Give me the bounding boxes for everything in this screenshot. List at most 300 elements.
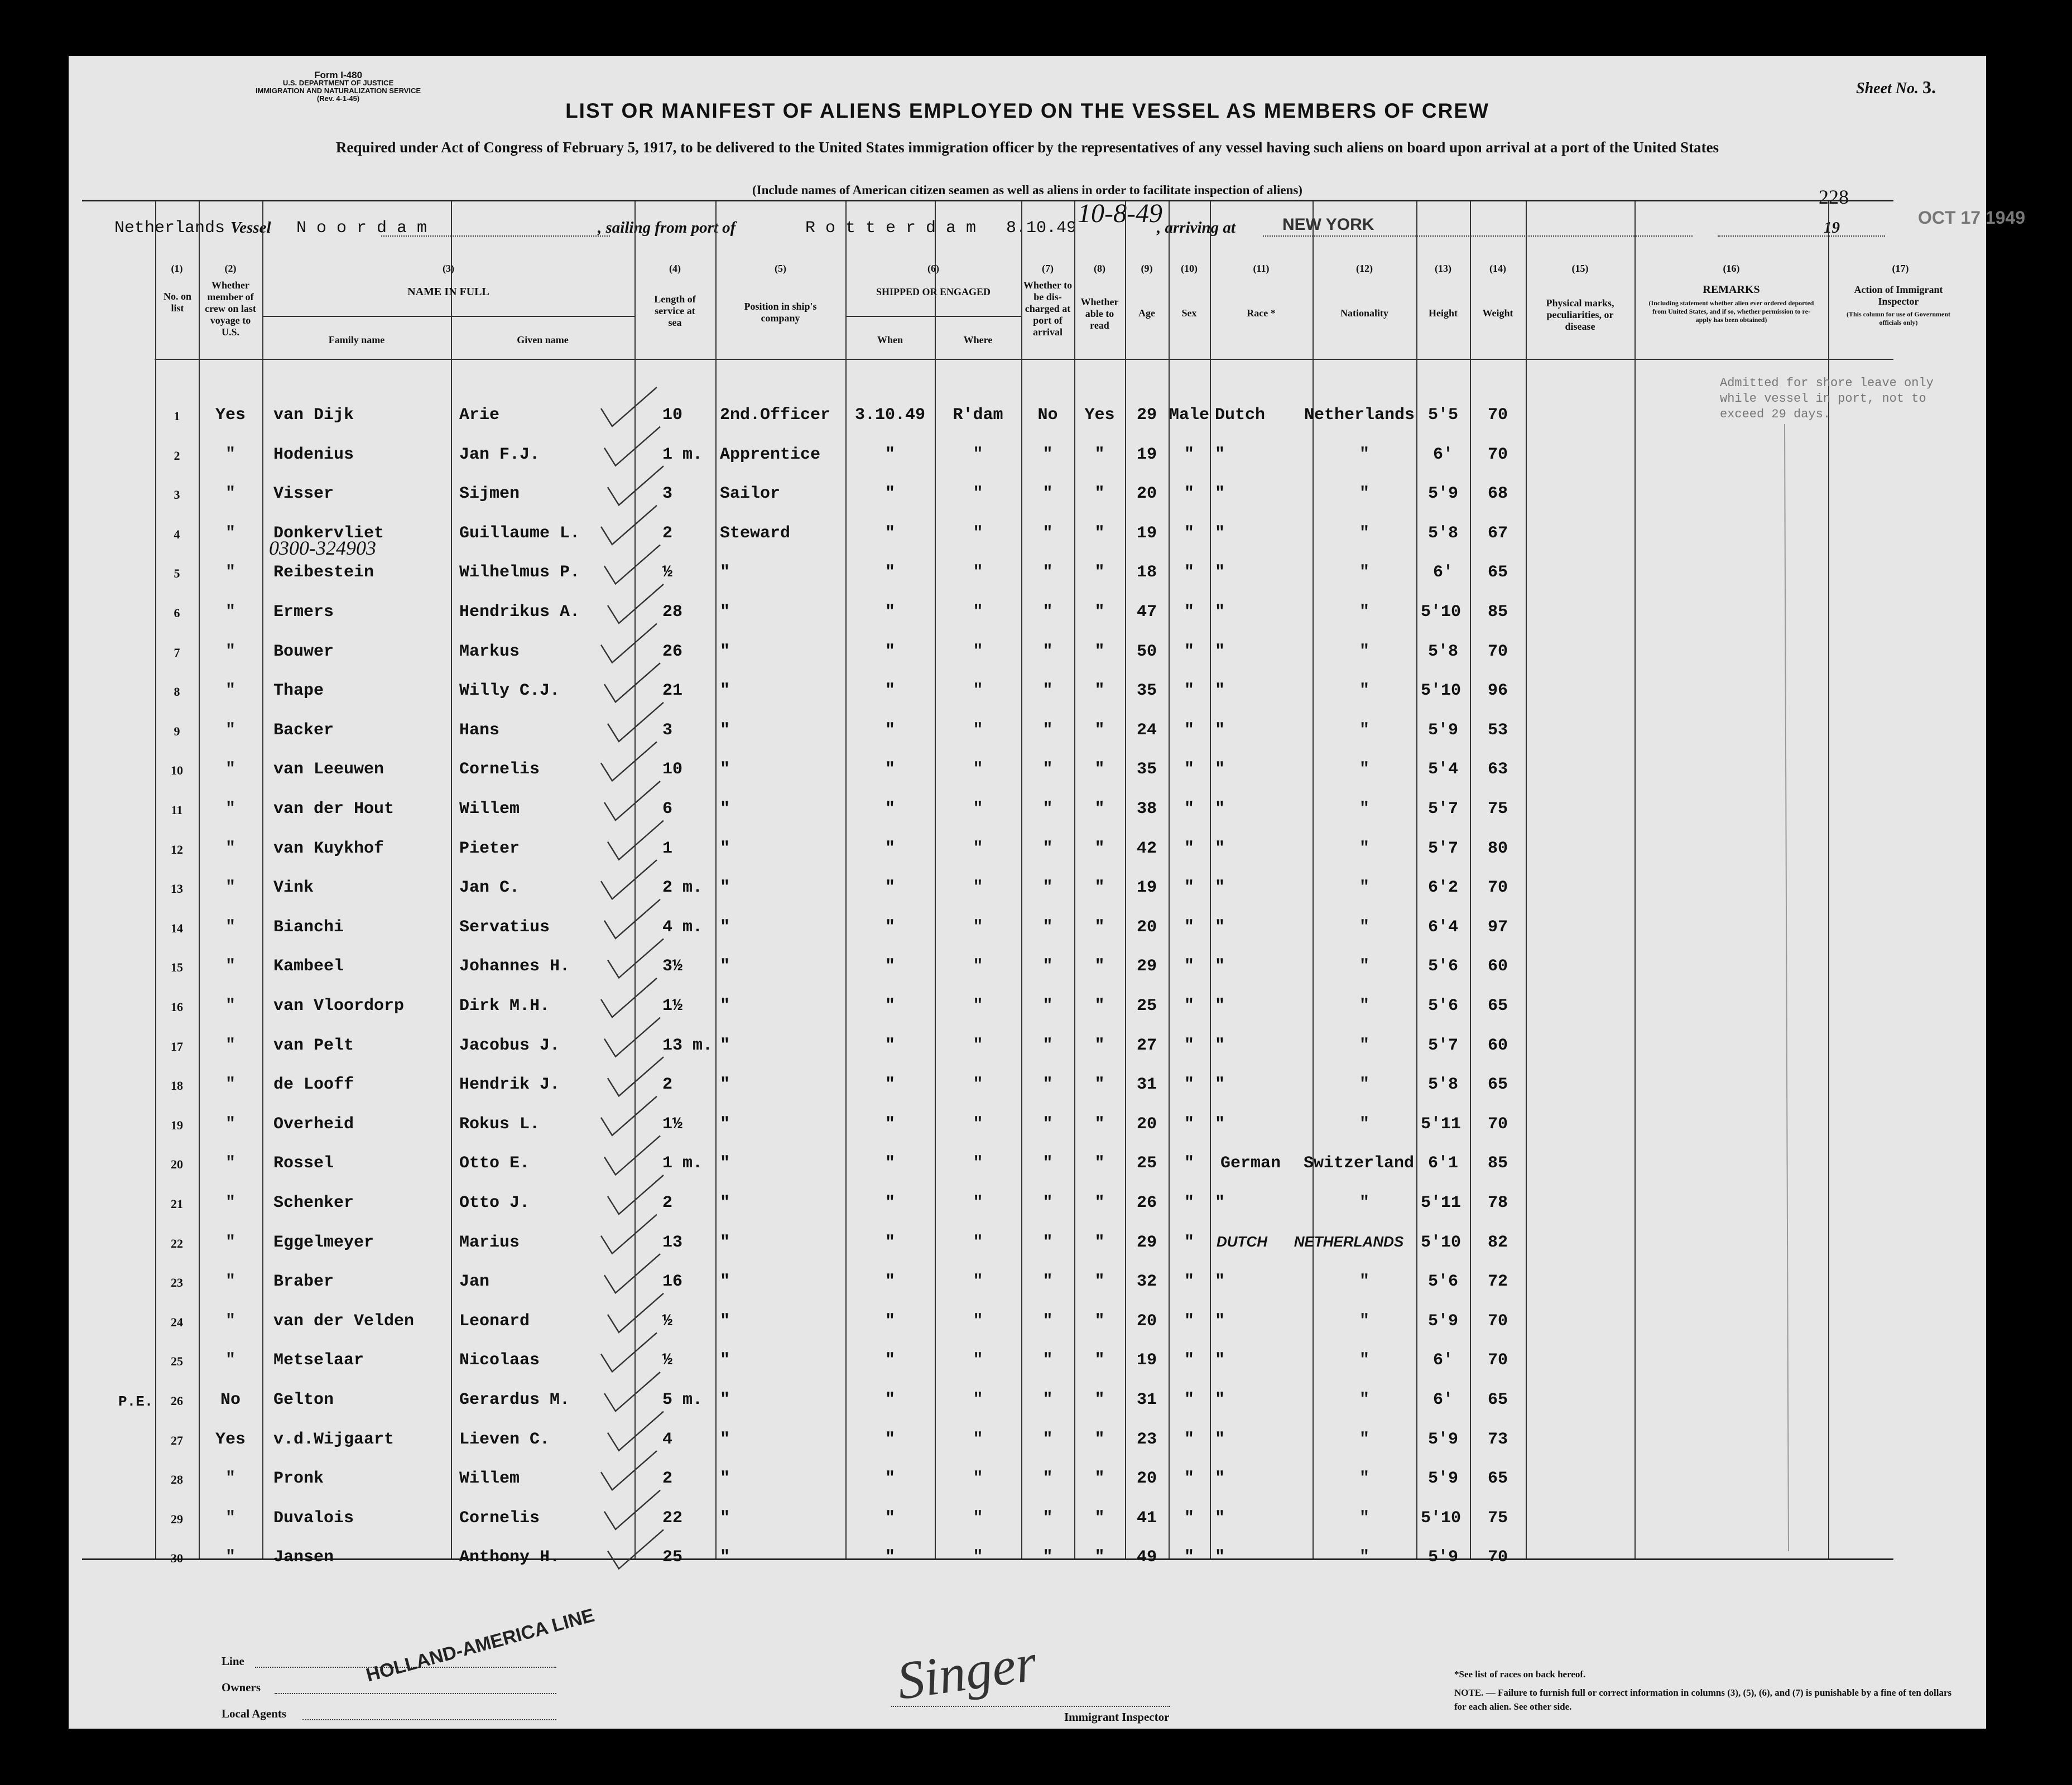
cell-weight: 70 <box>1487 878 1508 898</box>
cell-height: 6'1 <box>1427 1154 1458 1173</box>
row-number: 13 <box>171 882 183 896</box>
cell-service: 1½ <box>662 997 683 1016</box>
cell-race: " <box>1215 1351 1225 1370</box>
cell-sex: " <box>1184 484 1194 504</box>
col12-header: Nationality <box>1340 307 1388 319</box>
cell-height: 5'7 <box>1427 839 1458 858</box>
arrival-date-stamp: OCT 17 1949 <box>1918 208 2026 228</box>
cell-given: Otto E. <box>459 1154 530 1173</box>
check-mark <box>604 899 660 939</box>
cell-service: 4 <box>662 1430 673 1449</box>
cell-age: 25 <box>1136 1154 1157 1173</box>
cell-prev: " <box>225 523 235 543</box>
cell-read: " <box>1094 1114 1105 1134</box>
cell-height: 5'9 <box>1427 1311 1458 1331</box>
handwritten-id: 0300-324903 <box>269 537 376 559</box>
check-mark <box>608 1412 664 1451</box>
cell-where: " <box>973 1272 983 1292</box>
cell-position: " <box>720 760 730 780</box>
col6-number: (6) <box>927 263 939 274</box>
sailing-date: 8.10.49 <box>1006 219 1077 238</box>
cell-age: 20 <box>1136 917 1157 937</box>
cell-weight: 75 <box>1487 800 1508 819</box>
inspector-signature: Singer <box>893 1632 1040 1711</box>
cell-height: 5'8 <box>1427 1075 1458 1095</box>
cell-weight: 73 <box>1487 1430 1508 1449</box>
cell-given: Anthony H. <box>459 1548 560 1567</box>
cell-sex: Male <box>1169 406 1209 425</box>
cell-height: 6' <box>1432 563 1453 583</box>
col17-number: (17) <box>1892 263 1909 274</box>
row-number: 11 <box>171 803 183 817</box>
cell-when: " <box>884 681 895 701</box>
cell-position: " <box>720 800 730 819</box>
cell-family: Hodenius <box>273 445 354 464</box>
cell-family: Kambeel <box>273 957 344 976</box>
cell-when: " <box>884 1548 895 1567</box>
cell-nationality: " <box>1359 997 1369 1016</box>
cell-discharged: " <box>1042 1114 1053 1134</box>
cell-given: Willem <box>459 800 520 819</box>
cell-service: 1½ <box>662 1114 683 1134</box>
cell-nationality: Switzerland <box>1303 1154 1415 1173</box>
cell-position: " <box>720 563 730 583</box>
col9-number: (9) <box>1141 263 1153 274</box>
cell-discharged: " <box>1042 603 1053 622</box>
cell-age: 20 <box>1136 484 1157 504</box>
cell-where: " <box>973 563 983 583</box>
check-mark <box>601 978 657 1017</box>
cell-discharged: " <box>1042 563 1053 583</box>
cell-age: 35 <box>1136 681 1157 701</box>
row-number: 25 <box>171 1354 183 1369</box>
col3-number: (3) <box>443 263 454 274</box>
cell-read: " <box>1094 800 1105 819</box>
cell-height: 5'9 <box>1427 720 1458 740</box>
cell-service: 1 m. <box>662 1154 703 1173</box>
cell-position: " <box>720 878 730 898</box>
cell-nationality: " <box>1359 878 1369 898</box>
cell-prev: " <box>225 1272 235 1292</box>
check-mark <box>608 1057 664 1096</box>
cell-sex: " <box>1184 800 1194 819</box>
cell-discharged: " <box>1042 1036 1053 1055</box>
cell-when: " <box>884 1469 895 1489</box>
cell-when: 3.10.49 <box>854 406 926 425</box>
cell-race: " <box>1215 1036 1225 1055</box>
cell-service: 28 <box>662 603 683 622</box>
cell-position: " <box>720 1075 730 1095</box>
cell-nationality: " <box>1359 839 1369 858</box>
cell-family: van Pelt <box>273 1036 354 1055</box>
cell-read: " <box>1094 642 1105 661</box>
cell-prev: " <box>225 1469 235 1489</box>
cell-race: German <box>1220 1154 1281 1173</box>
cell-read: " <box>1094 523 1105 543</box>
inspector-label: Immigrant Inspector <box>1064 1710 1170 1724</box>
check-mark <box>604 1372 660 1411</box>
cell-prev: " <box>225 1233 235 1252</box>
cell-given: Hans <box>459 720 500 740</box>
cell-nationality: " <box>1359 445 1369 464</box>
check-mark <box>604 545 660 584</box>
cell-discharged: " <box>1042 445 1053 464</box>
cell-family: Jansen <box>273 1548 334 1567</box>
cell-nationality: " <box>1359 1114 1369 1134</box>
cell-weight: 65 <box>1487 563 1508 583</box>
cell-family: Bianchi <box>273 917 344 937</box>
cell-where: " <box>973 642 983 661</box>
cell-sex: " <box>1184 1114 1194 1134</box>
col14-header: Weight <box>1482 307 1513 319</box>
cell-family: Overheid <box>273 1114 354 1134</box>
cell-age: 26 <box>1136 1194 1157 1213</box>
cell-read: " <box>1094 997 1105 1016</box>
cell-position: " <box>720 720 730 740</box>
cell-discharged: " <box>1042 1430 1053 1449</box>
cell-nationality: " <box>1359 1351 1369 1370</box>
cell-prev: " <box>225 681 235 701</box>
cell-prev: " <box>225 642 235 661</box>
row-number: 2 <box>174 448 180 463</box>
check-mark <box>608 1293 664 1332</box>
cell-discharged: " <box>1042 523 1053 543</box>
cell-sex: " <box>1184 1351 1194 1370</box>
cell-given: Leonard <box>459 1311 530 1331</box>
cell-sex: " <box>1184 642 1194 661</box>
cell-given: Jan <box>459 1272 490 1292</box>
check-mark <box>608 939 664 978</box>
cell-position: " <box>720 1272 730 1292</box>
cell-given: Jan F.J. <box>459 445 540 464</box>
cell-family: Rossel <box>273 1154 334 1173</box>
cell-given: Nicolaas <box>459 1351 540 1370</box>
cell-age: 50 <box>1136 642 1157 661</box>
cell-where: " <box>973 1508 983 1528</box>
check-mark <box>601 506 657 545</box>
col7-number: (7) <box>1042 263 1054 274</box>
row-number: 9 <box>174 724 180 738</box>
cell-age: 19 <box>1136 445 1157 464</box>
col9-header: Age <box>1138 307 1155 319</box>
cell-position: " <box>720 1351 730 1370</box>
col5-header: Position in ship's company <box>744 301 817 324</box>
cell-service: 25 <box>662 1548 683 1567</box>
cell-position: " <box>720 1469 730 1489</box>
cell-discharged: " <box>1042 1548 1053 1567</box>
cell-when: " <box>884 1114 895 1134</box>
cell-position: " <box>720 997 730 1016</box>
cell-weight: 60 <box>1487 1036 1508 1055</box>
check-mark <box>608 466 664 505</box>
cell-where: " <box>973 1469 983 1489</box>
col15-header: Physical marks, peculiarities, or disease <box>1546 297 1614 332</box>
col5-number: (5) <box>775 263 786 274</box>
col10-header: Sex <box>1181 307 1197 319</box>
col12-number: (12) <box>1356 263 1373 274</box>
row-number: 1 <box>174 409 180 423</box>
cell-service: 1 <box>662 839 673 858</box>
cell-read: " <box>1094 1272 1105 1292</box>
row-number: 12 <box>171 842 183 857</box>
cell-age: 20 <box>1136 1469 1157 1489</box>
cell-where: " <box>973 839 983 858</box>
cell-discharged: " <box>1042 1311 1053 1331</box>
cell-nationality: " <box>1359 603 1369 622</box>
cell-where: " <box>973 720 983 740</box>
cell-family: Backer <box>273 720 334 740</box>
cell-prev: Yes <box>215 406 246 425</box>
col15-number: (15) <box>1571 263 1589 274</box>
cell-weight: 70 <box>1487 1311 1508 1331</box>
check-mark <box>601 1215 657 1254</box>
col11-header: Race * <box>1247 307 1276 319</box>
cell-height: 5'8 <box>1427 523 1458 543</box>
cell-when: " <box>884 642 895 661</box>
cell-read: " <box>1094 917 1105 937</box>
cell-where: " <box>973 1194 983 1213</box>
cell-age: 29 <box>1136 406 1157 425</box>
cell-service: 2 m. <box>662 878 703 898</box>
cell-when: " <box>884 1154 895 1173</box>
cell-height: 5'11 <box>1420 1194 1461 1213</box>
cell-given: Lieven C. <box>459 1430 550 1449</box>
cell-where: " <box>973 681 983 701</box>
cell-family: Thape <box>273 681 324 701</box>
cell-given: Johannes H. <box>459 957 570 976</box>
cell-when: " <box>884 1036 895 1055</box>
cell-where: " <box>973 484 983 504</box>
check-mark <box>604 663 660 702</box>
cell-race: " <box>1215 839 1225 858</box>
cell-family: van Leeuwen <box>273 760 384 780</box>
cell-position: " <box>720 603 730 622</box>
row-number: 26 <box>171 1394 183 1408</box>
cell-race: " <box>1215 445 1225 464</box>
cell-given: Markus <box>459 642 520 661</box>
cell-family: Braber <box>273 1272 334 1292</box>
cell-discharged: " <box>1042 878 1053 898</box>
cell-race: " <box>1215 1075 1225 1095</box>
cell-when: " <box>884 997 895 1016</box>
col1-number: (1) <box>171 263 183 274</box>
cell-service: 5 m. <box>662 1391 703 1409</box>
cell-sex: " <box>1184 957 1194 976</box>
cell-service: 6 <box>662 800 673 819</box>
arrival-port-stamp: NEW YORK <box>1282 215 1374 234</box>
cell-read: " <box>1094 1194 1105 1213</box>
cell-prev: " <box>225 1154 235 1173</box>
cell-weight: 65 <box>1487 1075 1508 1095</box>
cell-weight: 82 <box>1487 1233 1508 1252</box>
cell-prev: " <box>225 484 235 504</box>
cell-when: " <box>884 917 895 937</box>
cell-service: 2 <box>662 1469 673 1489</box>
cell-height: 6' <box>1432 445 1453 464</box>
col8-number: (8) <box>1094 263 1105 274</box>
cell-when: " <box>884 1311 895 1331</box>
cell-family: Reibestein <box>273 563 374 583</box>
cell-nationality: " <box>1359 1272 1369 1292</box>
col8-header: Whether able to read <box>1080 296 1119 331</box>
cell-service: 3½ <box>662 957 683 976</box>
check-mark <box>601 387 657 426</box>
check-mark <box>601 1451 657 1490</box>
cell-when: " <box>884 563 895 583</box>
cell-sex: " <box>1184 1272 1194 1292</box>
cell-where: " <box>973 1036 983 1055</box>
cell-sex: " <box>1184 681 1194 701</box>
row-number: 14 <box>171 921 183 935</box>
cell-where: " <box>973 957 983 976</box>
check-mark <box>604 1136 660 1175</box>
cell-position: " <box>720 1391 730 1409</box>
cell-when: " <box>884 523 895 543</box>
cell-race: " <box>1215 957 1225 976</box>
cell-race: " <box>1215 1311 1225 1331</box>
cell-sex: " <box>1184 1430 1194 1449</box>
check-mark <box>608 1529 664 1569</box>
cell-weight: 65 <box>1487 1469 1508 1489</box>
cell-age: 20 <box>1136 1114 1157 1134</box>
local-agents-label: Local Agents <box>222 1707 287 1720</box>
cell-nationality: NETHERLANDS <box>1294 1233 1404 1250</box>
cell-nationality: " <box>1359 957 1369 976</box>
check-mark <box>601 742 657 781</box>
cell-service: 10 <box>662 760 683 780</box>
row-number: 4 <box>174 527 180 541</box>
cell-race: " <box>1215 563 1225 583</box>
cell-family: Metselaar <box>273 1351 364 1370</box>
cell-discharged: " <box>1042 1351 1053 1370</box>
cell-where: " <box>973 760 983 780</box>
cell-family: Duvalois <box>273 1508 354 1528</box>
cell-height: 5'9 <box>1427 484 1458 504</box>
cell-race: " <box>1215 760 1225 780</box>
cell-read: " <box>1094 484 1105 504</box>
col3-family-header: Family name <box>328 334 385 345</box>
cell-given: Pieter <box>459 839 520 858</box>
cell-position: Steward <box>720 523 791 543</box>
cell-discharged: " <box>1042 1272 1053 1292</box>
cell-age: 31 <box>1136 1391 1157 1409</box>
cell-height: 5'7 <box>1427 1036 1458 1055</box>
col10-number: (10) <box>1181 263 1198 274</box>
owners-label: Owners <box>222 1681 261 1694</box>
page-title: LIST OR MANIFEST OF ALIENS EMPLOYED ON THE VESSEL AS MEMBERS OF CREW <box>565 99 1489 122</box>
cell-weight: 85 <box>1487 603 1508 622</box>
col6-where-header: Where <box>963 334 993 345</box>
cell-given: Jan C. <box>459 878 520 898</box>
row-number: 3 <box>174 488 180 502</box>
cell-where: " <box>973 445 983 464</box>
cell-family: van Vloordorp <box>273 997 405 1016</box>
cell-prev: " <box>225 1036 235 1055</box>
cell-where: " <box>973 878 983 898</box>
cell-service: 2 <box>662 523 673 543</box>
cell-race: " <box>1215 720 1225 740</box>
cell-nationality: " <box>1359 484 1369 504</box>
pe-mark: P.E. <box>118 1393 153 1410</box>
cell-sex: " <box>1184 1036 1194 1055</box>
cell-sex: " <box>1184 1194 1194 1213</box>
cell-service: 1 m. <box>662 445 703 464</box>
col3-given-header: Given name <box>517 334 569 345</box>
cell-age: 41 <box>1136 1508 1157 1528</box>
cell-service: 26 <box>662 642 683 661</box>
cell-family: Vink <box>273 878 314 898</box>
cell-prev: No <box>220 1391 241 1409</box>
arriving-label: , arriving at <box>1157 219 1235 237</box>
col16-subheader: (Including statement whether alien ever ordered deported from United States, and if so, whether permission to re-apply has been obtained) <box>1648 299 1814 324</box>
cell-read: " <box>1094 1154 1105 1173</box>
cell-nationality: " <box>1359 523 1369 543</box>
cell-height: 6' <box>1432 1391 1453 1409</box>
cell-where: " <box>973 1548 983 1567</box>
row-number: 15 <box>171 960 183 975</box>
cell-service: 22 <box>662 1508 683 1528</box>
cell-sex: " <box>1184 997 1194 1016</box>
note-text: — Failure to furnish full or correct information in columns (3), (5), (6), and (7) is punishable by a fine of ten dollars for each alien. See other side. <box>1454 1687 1952 1712</box>
row-number: 6 <box>174 606 180 620</box>
cell-race: " <box>1215 681 1225 701</box>
col1-header: No. on list <box>163 291 191 314</box>
cell-sex: " <box>1184 1075 1194 1095</box>
cell-age: 47 <box>1136 603 1157 622</box>
cell-when: " <box>884 878 895 898</box>
cell-when: " <box>884 957 895 976</box>
cell-race: " <box>1215 1469 1225 1489</box>
col6-when-header: When <box>877 334 903 345</box>
cell-height: 5'6 <box>1427 957 1458 976</box>
requirement-text: Required under Act of Congress of February 5, 1917, to be delivered to the United States immigration officer by the representatives of any vessel having such aliens on board upon arrival at a port of the United States <box>335 139 1719 156</box>
col6-header: SHIPPED OR ENGAGED <box>876 286 991 297</box>
cell-prev: " <box>225 603 235 622</box>
cell-family: v.d.Wijgaart <box>273 1430 395 1449</box>
cell-prev: " <box>225 957 235 976</box>
cell-discharged: " <box>1042 720 1053 740</box>
cell-height: 5'10 <box>1420 1233 1461 1252</box>
cell-race: " <box>1215 523 1225 543</box>
requirement-note: (Include names of American citizen seamen as well as aliens in order to facilitate inspection of aliens) <box>752 183 1302 197</box>
cell-age: 29 <box>1136 957 1157 976</box>
cell-height: 5'9 <box>1427 1548 1458 1567</box>
cell-prev: " <box>225 800 235 819</box>
cell-prev: " <box>225 997 235 1016</box>
cell-weight: 75 <box>1487 1508 1508 1528</box>
cell-read: " <box>1094 760 1105 780</box>
cell-service: ½ <box>662 563 673 583</box>
cell-nationality: " <box>1359 642 1369 661</box>
cell-read: " <box>1094 1036 1105 1055</box>
cell-position: " <box>720 839 730 858</box>
row-number: 10 <box>171 763 183 778</box>
cell-nationality: " <box>1359 1508 1369 1528</box>
row-number: 8 <box>174 685 180 699</box>
cell-prev: " <box>225 1351 235 1370</box>
cell-race: " <box>1215 1194 1225 1213</box>
col17-header: Action of Immigrant Inspector <box>1854 284 1943 307</box>
cell-service: 4 m. <box>662 917 703 937</box>
cell-height: 5'6 <box>1427 1272 1458 1292</box>
cell-read: " <box>1094 1391 1105 1409</box>
row-number: 30 <box>171 1551 183 1566</box>
cell-nationality: " <box>1359 917 1369 937</box>
cell-family: van der Velden <box>273 1311 415 1331</box>
cell-family: Donkervliet <box>273 523 384 543</box>
cell-height: 5'9 <box>1427 1469 1458 1489</box>
cell-given: Hendrikus A. <box>459 603 580 622</box>
